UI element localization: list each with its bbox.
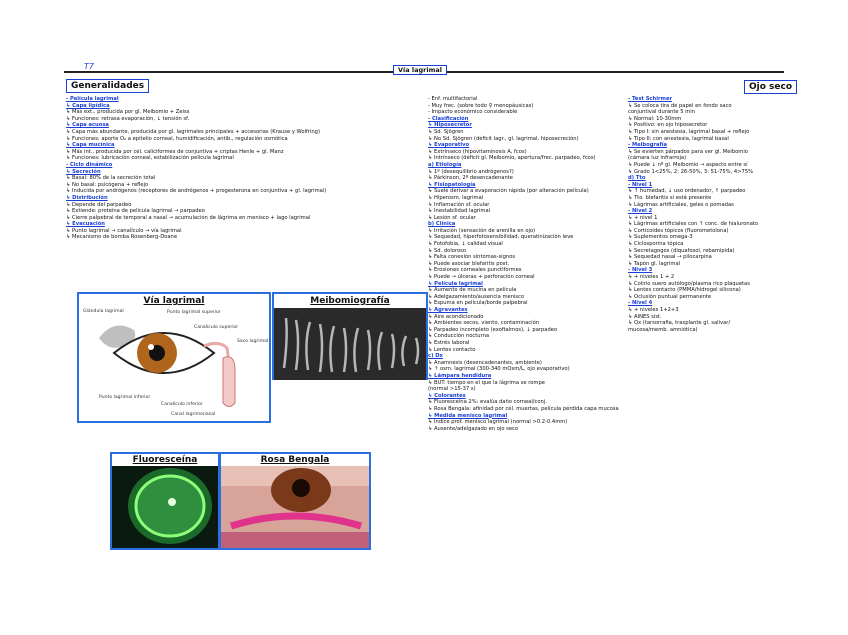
mid-col-line: c) Dx <box>428 353 443 360</box>
right-col-line: ↳ Tipo I: sin anestesia, lagrimal basal + reflejo <box>628 128 750 135</box>
meibografia-figure <box>272 292 428 380</box>
left-col-line: ↳ Basal: 80% de la secreción total <box>66 175 156 182</box>
right-col-line: ↳ Sequedad nasal → pilocarpina <box>628 254 712 261</box>
generalidades-notes <box>66 96 416 241</box>
mid-col-line: ↳ Película lagrimal <box>428 280 483 287</box>
right-col-line: - Nivel 3 <box>628 267 653 274</box>
left-col-line: ↳ Más ext., producida por gl. Meibomio + Zeiss <box>66 109 190 116</box>
right-col-line: ↳ Lágrimas artificiales, geles o pomadas <box>628 201 734 208</box>
mid-col-line: ↳ Sd. Sjögren <box>428 128 464 135</box>
left-col-line: ↳ Capa acuosa <box>66 122 109 129</box>
via-lagrimal-figure <box>77 292 271 423</box>
lacrimal-sac <box>223 357 235 407</box>
right-col-line: ↳ Lentes contacto (PMMA/hidrogel silicona) <box>628 287 741 294</box>
right-col-line: ↳ Secretagogos (diquafosol, rebamipida) <box>628 247 735 254</box>
right-col-line: - Test Schirmer <box>628 96 673 102</box>
mid-col-line: ↳ Ambientes secos, viento, contaminación <box>428 320 540 327</box>
mid-col-line: ↳ Índice prof. menisco lagrimal (normal >0.2-0.4mm) <box>428 419 568 426</box>
right-col-line: - Nivel 2 <box>628 208 653 215</box>
left-col-line: ↳ No basal: psicógena + reflejo <box>66 181 149 188</box>
right-col-line: ↳ Normal: 10-30mm <box>628 115 682 122</box>
left-col-line: ↳ Evacuación <box>66 221 105 228</box>
right-col-line: d) Tto <box>628 175 646 182</box>
right-col-line: ↳ Ciclosporina tópica <box>628 241 684 248</box>
mid-col-line: ↳ Fluoresceína 2%: evalúa daño corneal/conj. <box>428 399 547 406</box>
right-col-line: ↳ Colirio suero autólogo/plasma rico plaquetas <box>628 280 750 287</box>
corner-mark: T7 <box>84 62 94 71</box>
fluoresceina-figure <box>110 452 220 550</box>
fluoresceina-title: Fluoresceína <box>132 455 198 465</box>
right-col-line: ↳ Corticoides tópicos (fluorometolona) <box>628 227 729 234</box>
iris-highlight <box>148 344 154 350</box>
page-title: Vía lagrimal <box>393 65 447 75</box>
label-canal-naso: Canal lagrimonasal <box>171 412 216 417</box>
mid-col-line: ↳ Puede asociar blefaritis post. <box>428 260 510 267</box>
left-col-line: ↳ Capa más abundante, producida por gl. lagrimales principales + accesorias (Krause y Wolfring) <box>66 128 320 135</box>
mid-col-line: - Clasificación <box>428 115 469 122</box>
section-ojo-seco: Ojo seco <box>744 80 797 94</box>
mid-col-line: ↳ Lesión sf. ocular <box>428 214 476 221</box>
tratamiento-notes <box>628 96 788 333</box>
right-col-line: ↳ + nivel 1 <box>628 214 658 221</box>
left-col-line: ↳ Funciones: lubricación corneal, estabilización película lagrimal <box>66 155 234 162</box>
meibografia-title: Meibomiografía <box>310 296 390 306</box>
mid-col-line: ↳ Párkinson, 2º desencadenante <box>428 175 513 182</box>
meibography-image <box>274 308 426 380</box>
right-col-line: ↳ AINES sist. <box>628 313 662 320</box>
label-canaliculo-sup: Canalículo superior <box>194 325 239 330</box>
right-col-line: conjuntival durante 5 min <box>628 109 695 116</box>
mid-col-line: ↳ Medida menisco lagrimal <box>428 412 508 419</box>
mid-col-line: ↳ Parpadeo incompleto (exoftalmos), ↓ parpadeo <box>428 326 558 333</box>
mid-col-line: ↳ Inflamación sf. ocular <box>428 201 490 208</box>
rose-bengal-photo <box>221 466 369 548</box>
ojo-seco-notes <box>428 96 623 432</box>
label-glandula: Glándula lagrimal <box>83 309 124 314</box>
right-col-line: (cámara luz infrarroja) <box>628 155 687 162</box>
label-saco: Saco lagrimal <box>237 339 269 344</box>
mid-col-line: ↳ Puede → úlceras + perforación corneal <box>428 274 535 281</box>
left-col-line: ↳ Punto lagrimal → canalículo → vía lagrimal <box>66 227 182 234</box>
label-canaliculo-inf: Canalículo inferior <box>161 402 203 407</box>
fluorescein-photo <box>112 466 218 548</box>
right-col-line: - Nivel 4 <box>628 300 653 307</box>
right-col-line: ↳ Grado 1<25%, 2: 26-50%, 3: 51-75%, 4>75% <box>628 168 754 175</box>
left-col-line: ↳ Funciones: retrasa evaporación, ↓ tensión sf. <box>66 115 190 122</box>
mid-col-line: ↳ Estrés laboral <box>428 339 470 346</box>
left-col-line: ↳ Depende del parpadeo <box>66 201 132 208</box>
mid-col-line: ↳ Anamnesis (desencadenantes, ambiente) <box>428 359 542 366</box>
right-col-line: ↳ ↑ humedad, ↓ uso ordenador, ↑ parpadeo <box>628 188 746 195</box>
right-col-line: ↳ Tto. blefaritis si está presente <box>628 194 712 201</box>
mid-col-line: ↳ BUT: tiempo en el que la lágrima se rompe <box>428 379 545 386</box>
right-col-line: ↳ + niveles 1 + 2 <box>628 274 675 281</box>
mid-col-line: ↳ Fisiopatología <box>428 181 476 188</box>
mid-col-line: ↳ Intrínseco (déficit gl. Meibomio, apertura/frec. parpadeo, fcos) <box>428 155 596 162</box>
right-col-line: - Nivel 1 <box>628 181 653 188</box>
mid-col-line: ↳ Sequedad, hiperfotosensibilidad, queratinización leve <box>428 234 574 241</box>
right-col-line: ↳ + niveles 1+2+3 <box>628 307 679 313</box>
left-col-line: ↳ Cierre palpebral de temporal a nasal → acumulación de lágrima en menisco + lago lagrimal <box>66 214 311 221</box>
mid-col-line: - Muy frec. (sobre todo ♀ menopáusicas) <box>428 102 534 109</box>
mid-col-line: ↳ Lentes contacto <box>428 346 476 353</box>
mid-col-line: ↳ Conducción nocturna <box>428 333 490 340</box>
mid-col-line: ↳ Agravantes <box>428 307 468 313</box>
left-col-line: - Ciclo dinámico <box>66 161 113 168</box>
mid-col-line: ↳ Ausente/adelgazado en ojo seco <box>428 425 519 432</box>
mid-col-line: ↳ Inestabilidad lagrimal <box>428 208 491 215</box>
mid-col-line: ↳ Fotofobia, ↓ calidad visual <box>428 241 503 248</box>
mid-col-line: ↳ ↑ osm. lagrimal (300-340 mOsm/L, ojo evaporativo) <box>428 366 570 373</box>
mid-col-line: b) Clínica <box>428 221 456 228</box>
left-col-line: ↳ Más int., producida por cél. caliciformes de conjuntiva + criptas Henle + gl. Manz <box>66 148 284 155</box>
right-col-line: ↳ Suplementos omega-3 <box>628 234 693 241</box>
mid-col-line: ↳ Aumento de mucina en película <box>428 287 517 294</box>
mid-col-line: a) Etiología <box>428 161 462 168</box>
mid-col-line: ↳ Falta conexión síntomas-signos <box>428 254 516 261</box>
left-col-line: ↳ Distribución <box>66 194 108 201</box>
mid-col-line: ↳ Irritación (sensación de arenilla en ojo) <box>428 227 536 234</box>
mid-col-line: - Enf. multifactorial <box>428 96 478 102</box>
left-col-line: ↳ Inducida por andrógenos (receptores de andrógenos + progesterona en conjuntiva + gl. lagrimal) <box>66 188 327 195</box>
mid-col-line: ↳ Espuma en película/borde palpebral <box>428 300 528 307</box>
mid-col-line: ↳ Hiposecretor <box>428 122 472 129</box>
right-col-line: ↳ Qx (tarsorrafia, trasplante gl. salivar/ <box>628 320 731 327</box>
mid-col-line: ↳ Adelgazamiento/ausencia menisco <box>428 293 525 300</box>
left-col-line: ↳ Secreción <box>66 168 101 175</box>
mid-col-line: ↳ Evaporativo <box>428 142 470 149</box>
right-col-line: ↳ Tapón gl. lagrimal <box>628 260 681 267</box>
right-col-line: ↳ Puede ↓ nº gl. Meibomio → aspecto entre sí <box>628 161 748 168</box>
left-col-line: ↳ Mecanismo de bomba Rosenberg-Doane <box>66 234 178 241</box>
right-col-line: ↳ Tipo II: con anestesia, lagrimal basal <box>628 135 729 142</box>
mid-col-line: ↳ Colorantes <box>428 392 466 399</box>
mid-col-line: ↳ Lámpara hendidura <box>428 372 492 379</box>
section-generalidades: Generalidades <box>66 79 149 93</box>
mid-col-line: (normal >15-37 s) <box>428 386 476 393</box>
right-col-line: mucosa/memb. amniótica) <box>628 326 698 333</box>
label-punto-inf: Punto lagrimal inferior <box>99 395 151 400</box>
mid-col-line: ↳ Erosiones corneales punctiformes <box>428 267 522 274</box>
mid-col-line: ↳ No Sd. Sjögren (déficit lagr., gl. lagrimal, hiposecreción) <box>428 135 579 142</box>
left-col-line: - Película lagrimal <box>66 96 119 102</box>
mid-col-line: ↳ Sd. doloroso <box>428 247 467 254</box>
rosa-bengala-figure <box>219 452 371 550</box>
left-col-line: ↳ Capa lipídica <box>66 102 110 109</box>
right-col-line: ↳ Se evierten párpados para ver gl. Meibomio <box>628 148 748 155</box>
mid-col-line: ↳ Hiperosm. lagrimal <box>428 194 484 201</box>
label-punto-sup: Punto lagrimal superior <box>167 310 221 315</box>
right-col-line: - Meibografía <box>628 142 668 149</box>
left-col-line: ↳ Funciones: aporte O₂ a epitelio corneal, humidificación, antib., regulación osmótica <box>66 135 288 142</box>
mid-col-line: ↳ 1º (desequilibrio andrógenos?) <box>428 168 514 175</box>
via-lagrimal-title: Vía lagrimal <box>143 296 205 306</box>
mid-col-line: ↳ Extrínseco (hipovitaminosis A, fcos) <box>428 148 527 155</box>
mid-col-line: - Impacto económico considerable <box>428 109 518 116</box>
mid-col-line: ↳ Aire acondicionado <box>428 313 484 320</box>
left-col-line: ↳ Capa mucínica <box>66 142 115 149</box>
left-col-line: ↳ Extiende: proteína de película lagrimal → parpadeo <box>66 208 205 215</box>
right-col-line: ↳ Se coloca tira de papel en fondo saco <box>628 102 732 109</box>
mid-col-line: ↳ Rosa Bengala: afinidad por cél. muertas, película pérdida capa mucosa <box>428 405 619 412</box>
rosa-bengala-title: Rosa Bengala <box>260 455 330 465</box>
right-col-line: ↳ Positivo: en ojo hiposecretor <box>628 122 708 129</box>
right-col-line: ↳ Lágrimas artificiales con ↑ conc. de hialuronato <box>628 221 759 228</box>
right-col-line: ↳ Oclusión puntual permanente <box>628 293 712 300</box>
mid-col-line: ↳ Suele derivar a evaporación rápida (por alteración película) <box>428 188 589 195</box>
